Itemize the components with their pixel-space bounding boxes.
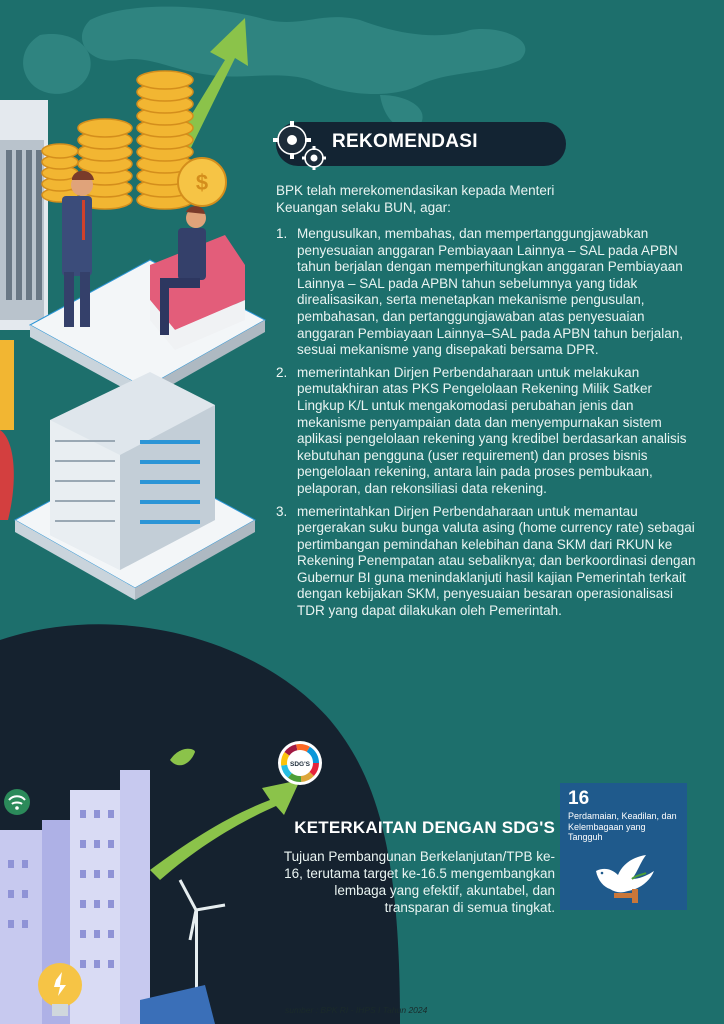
sdgs-logo-text: SDG'S	[290, 761, 310, 768]
list-item	[276, 226, 696, 359]
svg-text:$: $	[195, 170, 209, 195]
section-title: REKOMENDASI	[332, 131, 478, 152]
footer-source: sumber : BPK RI - IHPS I Tahun 2024	[285, 1005, 428, 1015]
list-item-text: memerintahkan Dirjen Perbendaharaan untuk memantau pergerakan suku bunga valuta asing (home currency rate) sebagai pertimbangan pemindahan kelebihan dana SKM dari RKUN ke Rekening Penempatan atau sebaliknya; dan berkoordinasi dengan Gubernur BI guna menindaklanjuti hasil kajian Pemerintah terkait dengan kebijakan SKM, penyesuaian besaran operasionalisasi TDR yang dapat dilakukan oleh Pemerintah.	[297, 503, 696, 619]
gear-icon	[270, 118, 330, 174]
wifi-icon	[4, 789, 30, 815]
sdg-heading: KETERKAITAN DENGAN SDG'S	[294, 818, 555, 837]
list-item-number: 3.	[276, 503, 288, 519]
intro-text: BPK telah merekomendasikan kepada Menteri Keuangan selaku BUN, agar:	[276, 183, 555, 215]
sdg-description: Tujuan Pembangunan Berkelanjutan/TPB ke-16, terutama target ke-16.5 mengembangkan lembaga yang efektif, akuntabel, dan transparan di semua tingkat.	[283, 849, 555, 915]
list-item	[276, 365, 696, 498]
list-item-number: 1.	[276, 226, 288, 241]
sdg-card-title: Perdamaian, Keadilan, dan Kelembagaan yang Tangguh	[568, 811, 677, 842]
sdg-card-number: 16	[568, 788, 590, 809]
recommendation-list	[276, 226, 696, 626]
list-item-text: memerintahkan Dirjen Perbendaharaan untuk melakukan pemutakhiran atas PKS Pengelolaan Rekening Milik Satker Lingkup K/L untuk mengakomodasi perubahan jenis dan mekanisme penyampaian data dan menyempurnakan sistem aplikasi pengelolaan rekening yang kredibel berdasarkan analisis kebutuhan pengguna (user requirement) dan proses bisnis pengelolaan rekening, antara lain pada proses pembukaan, pelaporan, dan rekonsiliasi data rekening.	[297, 364, 687, 496]
world-map	[23, 7, 525, 129]
list-item	[276, 504, 696, 620]
coin-stacks	[42, 71, 226, 209]
server-stack	[15, 372, 255, 600]
list-item-number: 2.	[276, 364, 288, 380]
dove-icon	[590, 853, 660, 905]
list-item-text: Mengusulkan, membahas, dan mempertanggungjawabkan penyesuaian anggaran Pembiayaan Lainnya – SAL pada APBN tahun berjalan dengan memperhitungkan anggaran Pembiayaan Lainnya – SAL pada APBN tahun sebelumnya yang tidak direalisasikan, serta menetapkan mekanisme pengusulan, pembahasan, dan pertanggungjawaban atas penyesuaian anggaran Pembiayaan Lainnya–SAL pada APBN tahun berjalan, sesuai mekanisme yang disepakati bersama DPR.	[297, 226, 684, 358]
sdg-16-card	[560, 783, 687, 910]
office-building	[0, 100, 48, 330]
sdgs-logo	[277, 740, 323, 786]
